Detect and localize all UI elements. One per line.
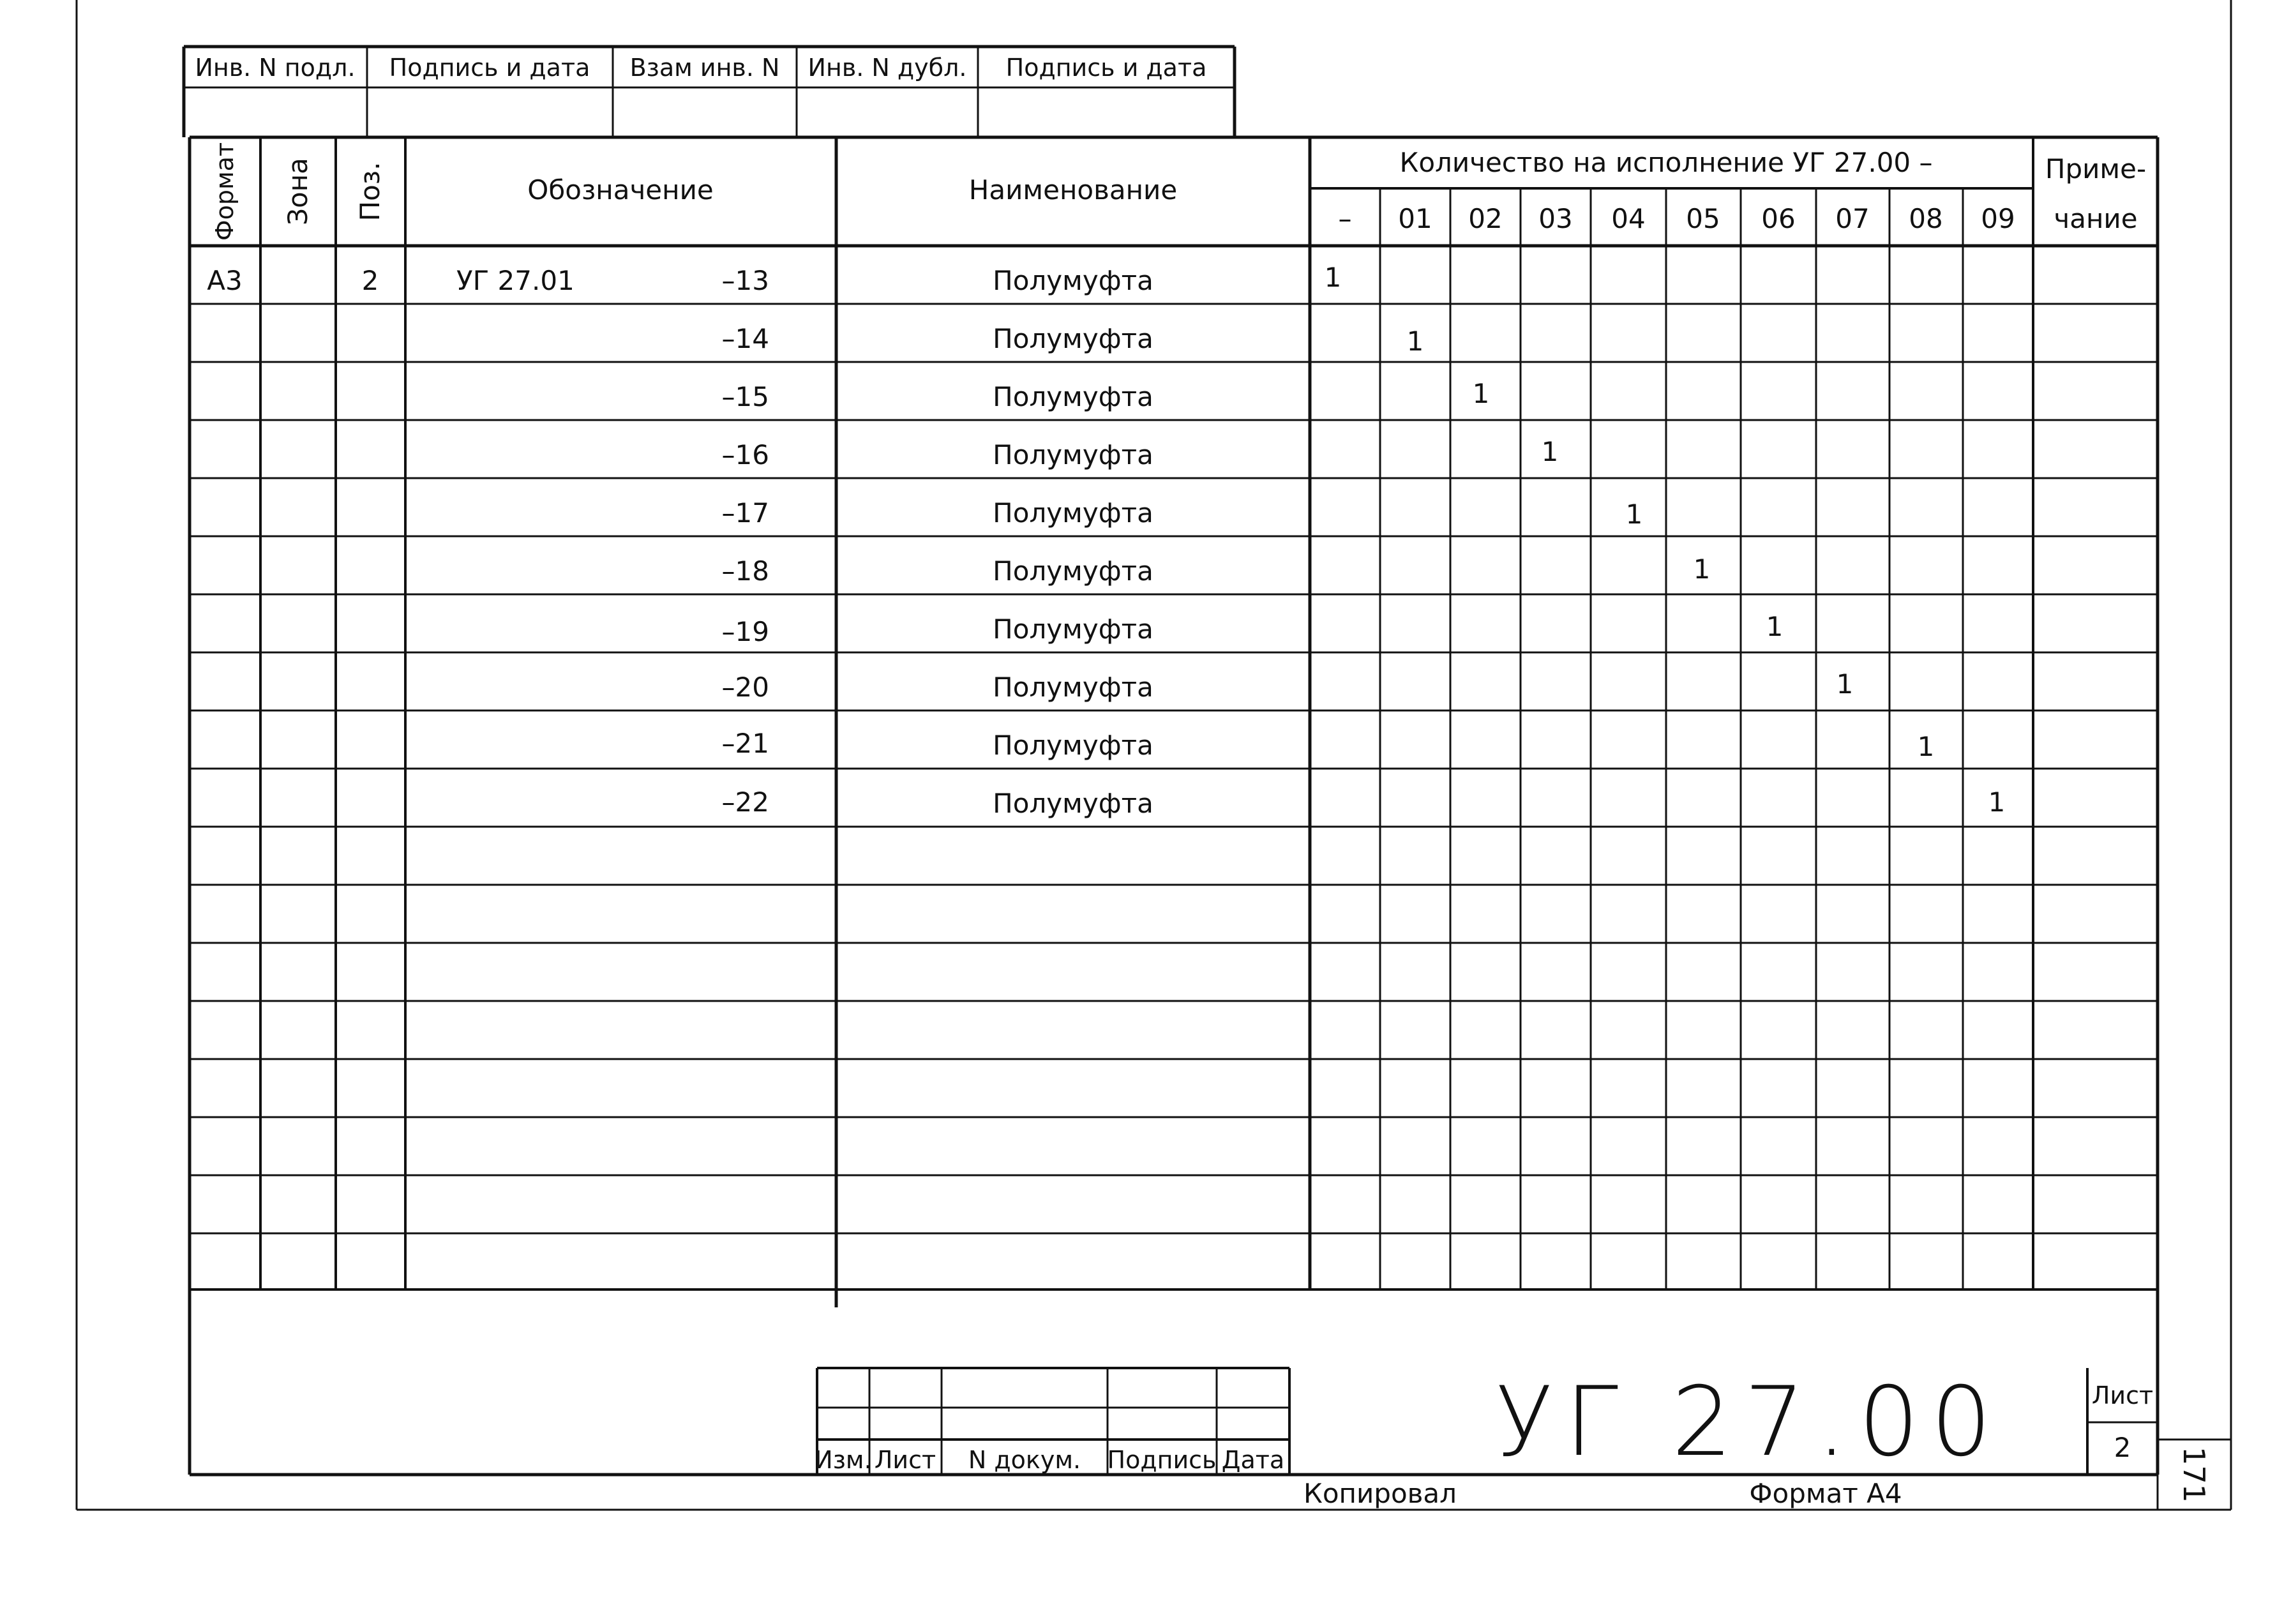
- header-pos: Поз.: [354, 162, 386, 222]
- row-name: Полумуфта: [993, 672, 1153, 703]
- row-qty: 1: [1917, 731, 1935, 762]
- variant-header: 01: [1398, 203, 1432, 234]
- format-label: Формат А4: [1749, 1478, 1902, 1509]
- row-name: Полумуфта: [993, 497, 1153, 529]
- variant-header: 03: [1538, 203, 1573, 234]
- row-qty: 1: [1625, 499, 1643, 530]
- row-name: Полумуфта: [993, 439, 1153, 470]
- header-note-top: Приме-: [2045, 153, 2147, 184]
- rev-sheet-label: Лист: [874, 1446, 936, 1474]
- inv-strip-original-no: Инв. N подл.: [195, 54, 356, 82]
- row-name: Полумуфта: [993, 555, 1153, 587]
- row-suffix: –22: [721, 786, 769, 818]
- header-note-bottom: чание: [2054, 203, 2138, 234]
- variant-header: 09: [1981, 203, 2015, 234]
- variant-header: 07: [1835, 203, 1870, 234]
- rev-date-label: Дата: [1221, 1446, 1285, 1474]
- header-designation: Обозначение: [527, 174, 714, 206]
- row-suffix: –21: [721, 728, 769, 759]
- rev-docnum-label: N докум.: [968, 1446, 1081, 1474]
- row-format: А3: [207, 265, 243, 296]
- row-qty: 1: [1324, 262, 1342, 293]
- row-suffix: –15: [721, 381, 769, 412]
- copied-label: Копировал: [1303, 1478, 1457, 1509]
- inv-strip-signature-date: Подпись и дата: [389, 54, 590, 82]
- row-designation: УГ 27.01: [456, 265, 575, 296]
- row-qty: 1: [1836, 668, 1854, 700]
- header-zone: Зона: [282, 158, 313, 225]
- header-name: Наименование: [968, 174, 1178, 206]
- variant-header: 04: [1611, 203, 1646, 234]
- row-suffix: –18: [721, 555, 769, 587]
- row-qty: 1: [1766, 611, 1784, 642]
- row-qty: 1: [1988, 786, 2006, 818]
- header-quantity: Количество на исполнение УГ 27.00 –: [1399, 147, 1933, 178]
- row-name: Полумуфта: [993, 613, 1153, 645]
- row-suffix: –14: [721, 323, 769, 354]
- row-qty: 1: [1406, 326, 1424, 357]
- sheet-number: 2: [2114, 1432, 2131, 1463]
- page-stamp: 171: [2177, 1447, 2211, 1503]
- inv-strip-duplicate-no: Инв. N дубл.: [807, 54, 967, 82]
- row-suffix: –16: [721, 439, 769, 470]
- variant-header: 05: [1686, 203, 1720, 234]
- variant-header: 06: [1761, 203, 1796, 234]
- row-name: Полумуфта: [993, 730, 1153, 761]
- row-suffix: –17: [721, 497, 769, 529]
- row-suffix: –19: [721, 616, 769, 647]
- row-name: Полумуфта: [993, 788, 1153, 819]
- variant-header: 02: [1468, 203, 1503, 234]
- sheet-label: Лист: [2091, 1381, 2154, 1410]
- row-qty: 1: [1693, 553, 1711, 585]
- header-format: Формат: [211, 142, 239, 241]
- rev-change-label: Изм.: [815, 1446, 872, 1474]
- row-name: Полумуфта: [993, 381, 1153, 412]
- row-suffix: –13: [721, 265, 769, 296]
- row-suffix: –20: [721, 672, 769, 703]
- inv-strip-signature-date-2: Подпись и дата: [1005, 54, 1207, 82]
- inv-strip-replacement-no: Взам инв. N: [629, 54, 780, 82]
- row-qty: 1: [1472, 378, 1490, 409]
- row-name: Полумуфта: [993, 323, 1153, 354]
- spec-table-grid: [190, 137, 2158, 1478]
- row-name: Полумуфта: [993, 265, 1153, 296]
- document-code: УГ 27.00: [1494, 1367, 2004, 1478]
- row-qty: 1: [1541, 436, 1559, 467]
- variant-header: –: [1338, 203, 1352, 234]
- variant-header: 08: [1909, 203, 1943, 234]
- rev-signature-label: Подпись: [1107, 1446, 1217, 1474]
- row-pos: 2: [361, 265, 379, 296]
